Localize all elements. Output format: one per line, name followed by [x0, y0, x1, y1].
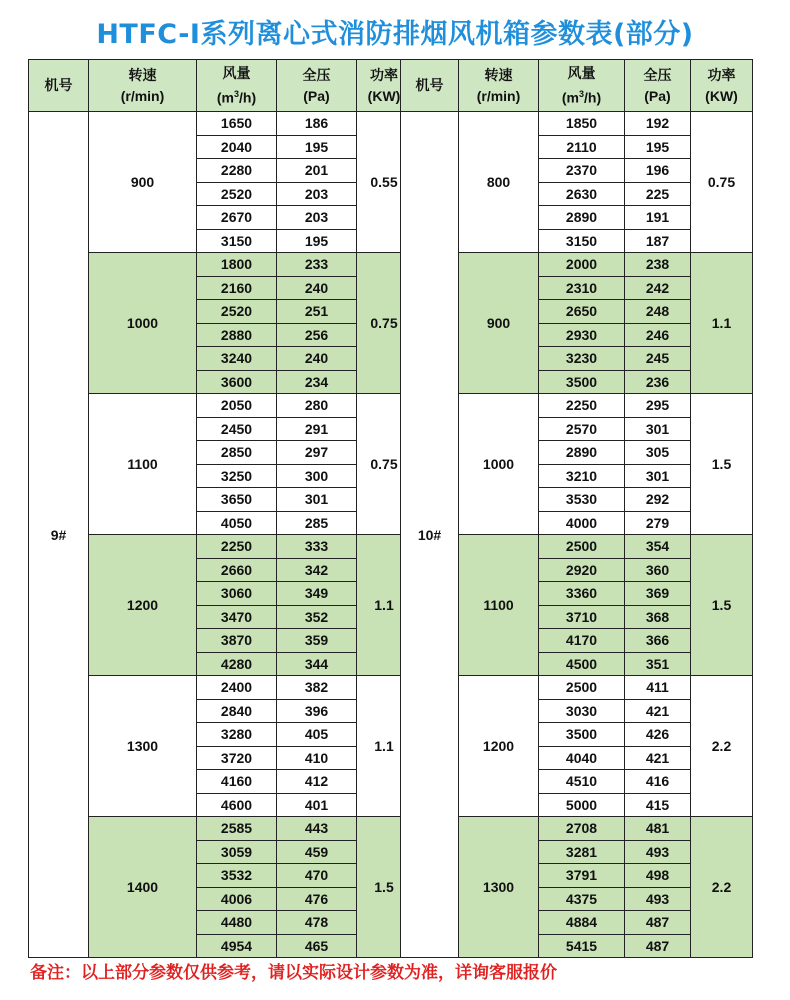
pressure-cell: 498	[625, 864, 691, 888]
pressure-cell: 401	[277, 793, 357, 817]
pressure-cell: 344	[277, 652, 357, 676]
airflow-cell: 2250	[539, 394, 625, 418]
pressure-cell: 251	[277, 300, 357, 324]
power-cell: 0.75	[357, 394, 412, 535]
airflow-cell: 2930	[539, 323, 625, 347]
pressure-cell: 359	[277, 629, 357, 653]
footnote: 备注：以上部分参数仅供参考，请以实际设计参数为准，详询客服报价	[30, 963, 557, 983]
table-row	[401, 112, 753, 136]
pressure-cell: 368	[625, 605, 691, 629]
header-power-label: 功率	[370, 66, 398, 83]
pressure-cell: 382	[277, 676, 357, 700]
header-power	[691, 60, 753, 112]
pressure-cell: 240	[277, 347, 357, 371]
header-power-label: 功率	[707, 66, 736, 83]
pressure-cell: 411	[625, 676, 691, 700]
airflow-cell: 4000	[539, 511, 625, 535]
speed-cell: 1400	[89, 817, 197, 958]
airflow-cell: 3150	[539, 229, 625, 253]
airflow-cell: 2520	[197, 182, 277, 206]
header-airflow-unit-b: /h)	[239, 89, 257, 106]
airflow-cell: 2050	[197, 394, 277, 418]
pressure-cell: 187	[625, 229, 691, 253]
page-title: HTFC-I系列离心式消防排烟风机箱参数表(部分)	[96, 19, 694, 50]
airflow-cell: 2110	[539, 135, 625, 159]
pressure-cell: 234	[277, 370, 357, 394]
pressure-cell: 351	[625, 652, 691, 676]
power-cell: 0.75	[691, 112, 753, 253]
pressure-cell: 300	[277, 464, 357, 488]
param-table-right	[400, 59, 753, 958]
header-power-unit: (KW)	[705, 87, 738, 104]
airflow-cell: 4884	[539, 911, 625, 935]
airflow-cell: 2708	[539, 817, 625, 841]
airflow-cell: 4160	[197, 770, 277, 794]
pressure-cell: 481	[625, 817, 691, 841]
airflow-cell: 2450	[197, 417, 277, 441]
header-pressure	[625, 60, 691, 112]
header-speed-label: 转速	[484, 66, 513, 83]
header-speed	[89, 60, 197, 112]
airflow-cell: 3030	[539, 699, 625, 723]
airflow-cell: 2160	[197, 276, 277, 300]
power-cell: 1.1	[691, 253, 753, 394]
airflow-cell: 3060	[197, 582, 277, 606]
pressure-cell: 354	[625, 535, 691, 559]
pressure-cell: 465	[277, 934, 357, 958]
airflow-cell: 1850	[539, 112, 625, 136]
param-table-left	[28, 59, 412, 958]
header-pressure	[277, 60, 357, 112]
airflow-cell: 2000	[539, 253, 625, 277]
power-cell: 0.75	[357, 253, 412, 394]
airflow-cell: 3470	[197, 605, 277, 629]
pressure-cell: 301	[625, 464, 691, 488]
pressure-cell: 305	[625, 441, 691, 465]
header-power-unit: (KW)	[367, 87, 401, 104]
airflow-cell: 1650	[197, 112, 277, 136]
pressure-cell: 256	[277, 323, 357, 347]
pressure-cell: 292	[625, 488, 691, 512]
pressure-cell: 186	[277, 112, 357, 136]
airflow-cell: 3250	[197, 464, 277, 488]
airflow-cell: 2250	[197, 535, 277, 559]
header-airflow-unit-a: (m	[216, 89, 234, 106]
airflow-cell: 2280	[197, 159, 277, 183]
airflow-cell: 2670	[197, 206, 277, 230]
airflow-cell: 2500	[539, 676, 625, 700]
header-airflow	[197, 60, 277, 112]
pressure-cell: 279	[625, 511, 691, 535]
airflow-cell: 3360	[539, 582, 625, 606]
airflow-cell: 3870	[197, 629, 277, 653]
pressure-cell: 352	[277, 605, 357, 629]
pressure-cell: 493	[625, 887, 691, 911]
pressure-cell: 195	[277, 229, 357, 253]
header-model	[29, 60, 89, 112]
pressure-cell: 297	[277, 441, 357, 465]
pressure-cell: 236	[625, 370, 691, 394]
pressure-cell: 245	[625, 347, 691, 371]
airflow-cell: 3530	[539, 488, 625, 512]
pressure-cell: 470	[277, 864, 357, 888]
speed-cell: 1300	[89, 676, 197, 817]
pressure-cell: 295	[625, 394, 691, 418]
pressure-cell: 240	[277, 276, 357, 300]
header-airflow-unit-b: /h)	[584, 89, 602, 106]
speed-cell: 1100	[459, 535, 539, 676]
header-speed-unit: (r/min)	[120, 87, 165, 104]
header-speed-unit: (r/min)	[476, 87, 521, 104]
speed-cell: 900	[459, 253, 539, 394]
header-row	[401, 60, 753, 112]
power-cell: 0.55	[357, 112, 412, 253]
pressure-cell: 203	[277, 206, 357, 230]
airflow-cell: 5415	[539, 934, 625, 958]
pressure-cell: 203	[277, 182, 357, 206]
pressure-cell: 360	[625, 558, 691, 582]
pressure-cell: 246	[625, 323, 691, 347]
airflow-cell: 4510	[539, 770, 625, 794]
airflow-cell: 3280	[197, 723, 277, 747]
pressure-cell: 342	[277, 558, 357, 582]
pressure-cell: 396	[277, 699, 357, 723]
pressure-cell: 192	[625, 112, 691, 136]
airflow-cell: 3210	[539, 464, 625, 488]
airflow-cell: 3059	[197, 840, 277, 864]
airflow-cell: 2850	[197, 441, 277, 465]
pressure-cell: 196	[625, 159, 691, 183]
airflow-cell: 4600	[197, 793, 277, 817]
header-airflow	[539, 60, 625, 112]
power-cell: 2.2	[691, 676, 753, 817]
power-cell: 1.5	[691, 535, 753, 676]
airflow-cell: 4954	[197, 934, 277, 958]
airflow-cell: 2660	[197, 558, 277, 582]
pressure-cell: 369	[625, 582, 691, 606]
header-airflow-unit-a: (m	[561, 89, 579, 106]
header-pressure-label: 全压	[302, 66, 331, 83]
pressure-cell: 476	[277, 887, 357, 911]
airflow-cell: 4500	[539, 652, 625, 676]
header-airflow-label: 风量	[222, 64, 251, 81]
speed-cell: 1200	[89, 535, 197, 676]
pressure-cell: 280	[277, 394, 357, 418]
pressure-cell: 426	[625, 723, 691, 747]
power-cell: 1.5	[357, 817, 412, 958]
airflow-cell: 2400	[197, 676, 277, 700]
power-cell: 1.1	[357, 676, 412, 817]
power-cell: 1.5	[691, 394, 753, 535]
airflow-cell: 2520	[197, 300, 277, 324]
pressure-cell: 487	[625, 911, 691, 935]
pressure-cell: 291	[277, 417, 357, 441]
header-pressure-unit: (Pa)	[303, 87, 330, 104]
airflow-cell: 3600	[197, 370, 277, 394]
airflow-cell: 4050	[197, 511, 277, 535]
table-row	[29, 112, 412, 136]
header-model-label: 机号	[44, 77, 73, 93]
airflow-cell: 4480	[197, 911, 277, 935]
header-speed-label: 转速	[128, 66, 157, 83]
pressure-cell: 493	[625, 840, 691, 864]
header-model	[401, 60, 459, 112]
speed-cell: 1000	[459, 394, 539, 535]
header-airflow-unit-sup: 3	[579, 88, 585, 99]
airflow-cell: 3230	[539, 347, 625, 371]
header-airflow-unit-sup: 3	[234, 88, 240, 99]
pressure-cell: 405	[277, 723, 357, 747]
pressure-cell: 233	[277, 253, 357, 277]
power-cell: 2.2	[691, 817, 753, 958]
pressure-cell: 421	[625, 746, 691, 770]
pressure-cell: 412	[277, 770, 357, 794]
airflow-cell: 3710	[539, 605, 625, 629]
airflow-cell: 2890	[539, 441, 625, 465]
header-airflow-label: 风量	[567, 64, 596, 81]
airflow-cell: 3532	[197, 864, 277, 888]
pressure-cell: 301	[625, 417, 691, 441]
power-cell: 1.1	[357, 535, 412, 676]
header-pressure-unit: (Pa)	[644, 87, 671, 104]
airflow-cell: 2500	[539, 535, 625, 559]
pressure-cell: 415	[625, 793, 691, 817]
pressure-cell: 443	[277, 817, 357, 841]
airflow-cell: 3720	[197, 746, 277, 770]
airflow-cell: 1800	[197, 253, 277, 277]
pressure-cell: 195	[625, 135, 691, 159]
pressure-cell: 416	[625, 770, 691, 794]
pressure-cell: 333	[277, 535, 357, 559]
pressure-cell: 248	[625, 300, 691, 324]
airflow-cell: 3150	[197, 229, 277, 253]
airflow-cell: 4040	[539, 746, 625, 770]
header-speed	[459, 60, 539, 112]
model-cell: 10#	[401, 112, 459, 958]
airflow-cell: 3240	[197, 347, 277, 371]
airflow-cell: 3281	[539, 840, 625, 864]
pressure-cell: 410	[277, 746, 357, 770]
airflow-cell: 3500	[539, 723, 625, 747]
airflow-cell: 2890	[539, 206, 625, 230]
speed-cell: 1100	[89, 394, 197, 535]
pressure-cell: 301	[277, 488, 357, 512]
airflow-cell: 2585	[197, 817, 277, 841]
airflow-cell: 2920	[539, 558, 625, 582]
model-cell: 9#	[29, 112, 89, 958]
airflow-cell: 2650	[539, 300, 625, 324]
airflow-cell: 3500	[539, 370, 625, 394]
pressure-cell: 201	[277, 159, 357, 183]
pressure-cell: 238	[625, 253, 691, 277]
airflow-cell: 2630	[539, 182, 625, 206]
airflow-cell: 2570	[539, 417, 625, 441]
header-row	[29, 60, 412, 112]
airflow-cell: 2310	[539, 276, 625, 300]
pressure-cell: 191	[625, 206, 691, 230]
pressure-cell: 478	[277, 911, 357, 935]
speed-cell: 900	[89, 112, 197, 253]
airflow-cell: 4006	[197, 887, 277, 911]
pressure-cell: 421	[625, 699, 691, 723]
pressure-cell: 285	[277, 511, 357, 535]
pressure-cell: 459	[277, 840, 357, 864]
pressure-cell: 487	[625, 934, 691, 958]
pressure-cell: 366	[625, 629, 691, 653]
pressure-cell: 349	[277, 582, 357, 606]
speed-cell: 1000	[89, 253, 197, 394]
header-model-label: 机号	[415, 77, 444, 93]
airflow-cell: 4375	[539, 887, 625, 911]
pressure-cell: 242	[625, 276, 691, 300]
pressure-cell: 195	[277, 135, 357, 159]
airflow-cell: 4170	[539, 629, 625, 653]
header-pressure-label: 全压	[643, 66, 672, 83]
speed-cell: 1300	[459, 817, 539, 958]
airflow-cell: 2840	[197, 699, 277, 723]
airflow-cell: 2370	[539, 159, 625, 183]
airflow-cell: 4280	[197, 652, 277, 676]
airflow-cell: 3791	[539, 864, 625, 888]
airflow-cell: 2040	[197, 135, 277, 159]
pressure-cell: 225	[625, 182, 691, 206]
airflow-cell: 5000	[539, 793, 625, 817]
speed-cell: 800	[459, 112, 539, 253]
airflow-cell: 3650	[197, 488, 277, 512]
airflow-cell: 2880	[197, 323, 277, 347]
speed-cell: 1200	[459, 676, 539, 817]
